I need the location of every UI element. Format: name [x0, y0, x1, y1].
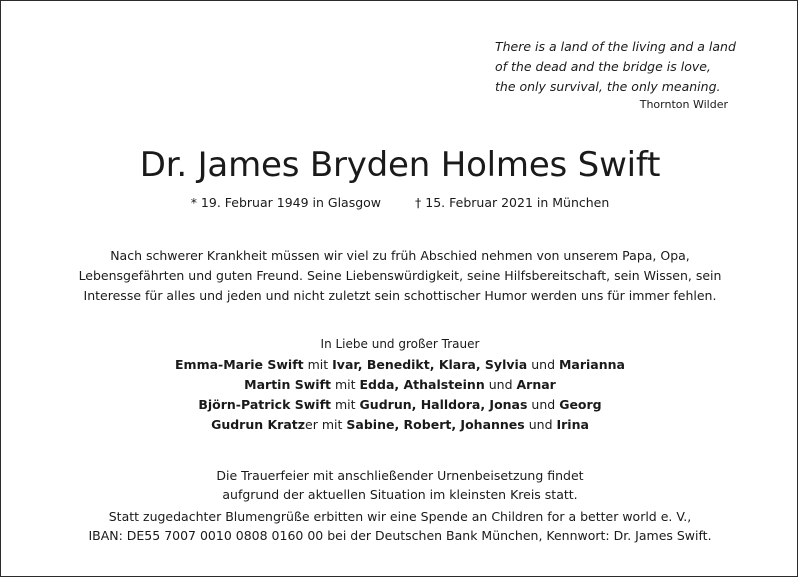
connector-mit: mit — [335, 397, 356, 412]
mourner-names: Ivar, Benedikt, Klara, Sylvia — [332, 357, 528, 372]
service-line: Die Trauerfeier mit anschließender Urnenbeisetzung findet — [216, 468, 584, 483]
connector-und: und — [531, 397, 556, 412]
mourner-primary-suffix: er — [305, 417, 318, 432]
donation-line: IBAN: DE55 7007 0010 0808 0160 00 bei der Deutschen Bank München, Kennwort: Dr. James Swift. — [88, 528, 712, 543]
donation-line: Statt zugedachter Blumengrüße erbitten wir eine Spende an Children for a better world e. V., — [108, 509, 692, 524]
service-line: aufgrund der aktuellen Situation im kleinsten Kreis statt. — [222, 487, 578, 502]
quote-line: the only survival, the only meaning. — [495, 79, 721, 94]
connector-und: und — [531, 357, 555, 372]
mourner-primary: Björn-Patrick Swift — [198, 397, 332, 412]
mourner-last: Marianna — [558, 357, 625, 372]
connector-mit: mit — [321, 417, 343, 432]
connector-mit: mit — [334, 377, 356, 392]
mourner-names: Sabine, Robert, Johannes — [346, 417, 525, 432]
message-line: Lebensgefährten und guten Freund. Seine Liebenswürdigkeit, seine Hilfsbereitschaft, sein Wissen, sein — [78, 268, 722, 283]
death-date: † 15. Februar 2021 in München — [415, 195, 610, 210]
mourning-heading: In Liebe und großer Trauer — [320, 337, 480, 351]
mourner-row — [1, 415, 799, 435]
mourner-primary: Gudrun Kratz — [211, 417, 306, 432]
mourner-row — [1, 375, 799, 395]
connector-und: und — [488, 377, 513, 392]
mourner-names: Gudrun, Halldora, Jonas — [359, 397, 528, 412]
mourners-list — [1, 355, 799, 435]
quote-line: of the dead and the bridge is love, — [495, 59, 711, 74]
message-line: Interesse für alles und jeden und nicht zuletzt sein schottischer Humor werden uns für immer fehlen. — [83, 288, 717, 303]
mourner-last: Georg — [559, 397, 602, 412]
donation-note — [1, 507, 799, 545]
mourner-names: Edda, Athalsteinn — [359, 377, 485, 392]
quote-author: Thornton Wilder — [639, 98, 728, 111]
quote-line: There is a land of the living and a land — [495, 39, 736, 54]
mourner-primary: Martin Swift — [244, 377, 331, 392]
mourner-primary: Emma-Marie Swift — [175, 357, 304, 372]
connector-und: und — [528, 417, 553, 432]
message-line: Nach schwerer Krankheit müssen wir viel zu früh Abschied nehmen von unserem Papa, Opa, — [110, 248, 690, 263]
epigraph-quote — [495, 37, 745, 97]
mourner-row — [1, 355, 799, 375]
birth-date: * 19. Februar 1949 in Glasgow — [190, 195, 382, 210]
funeral-service-note — [1, 466, 799, 504]
farewell-message — [41, 246, 759, 306]
connector-mit: mit — [307, 357, 329, 372]
life-dates — [1, 194, 799, 212]
mourner-last: Irina — [556, 417, 589, 432]
mourner-last: Arnar — [516, 377, 556, 392]
mourner-row — [1, 395, 799, 415]
deceased-name: Dr. James Bryden Holmes Swift — [139, 145, 661, 185]
